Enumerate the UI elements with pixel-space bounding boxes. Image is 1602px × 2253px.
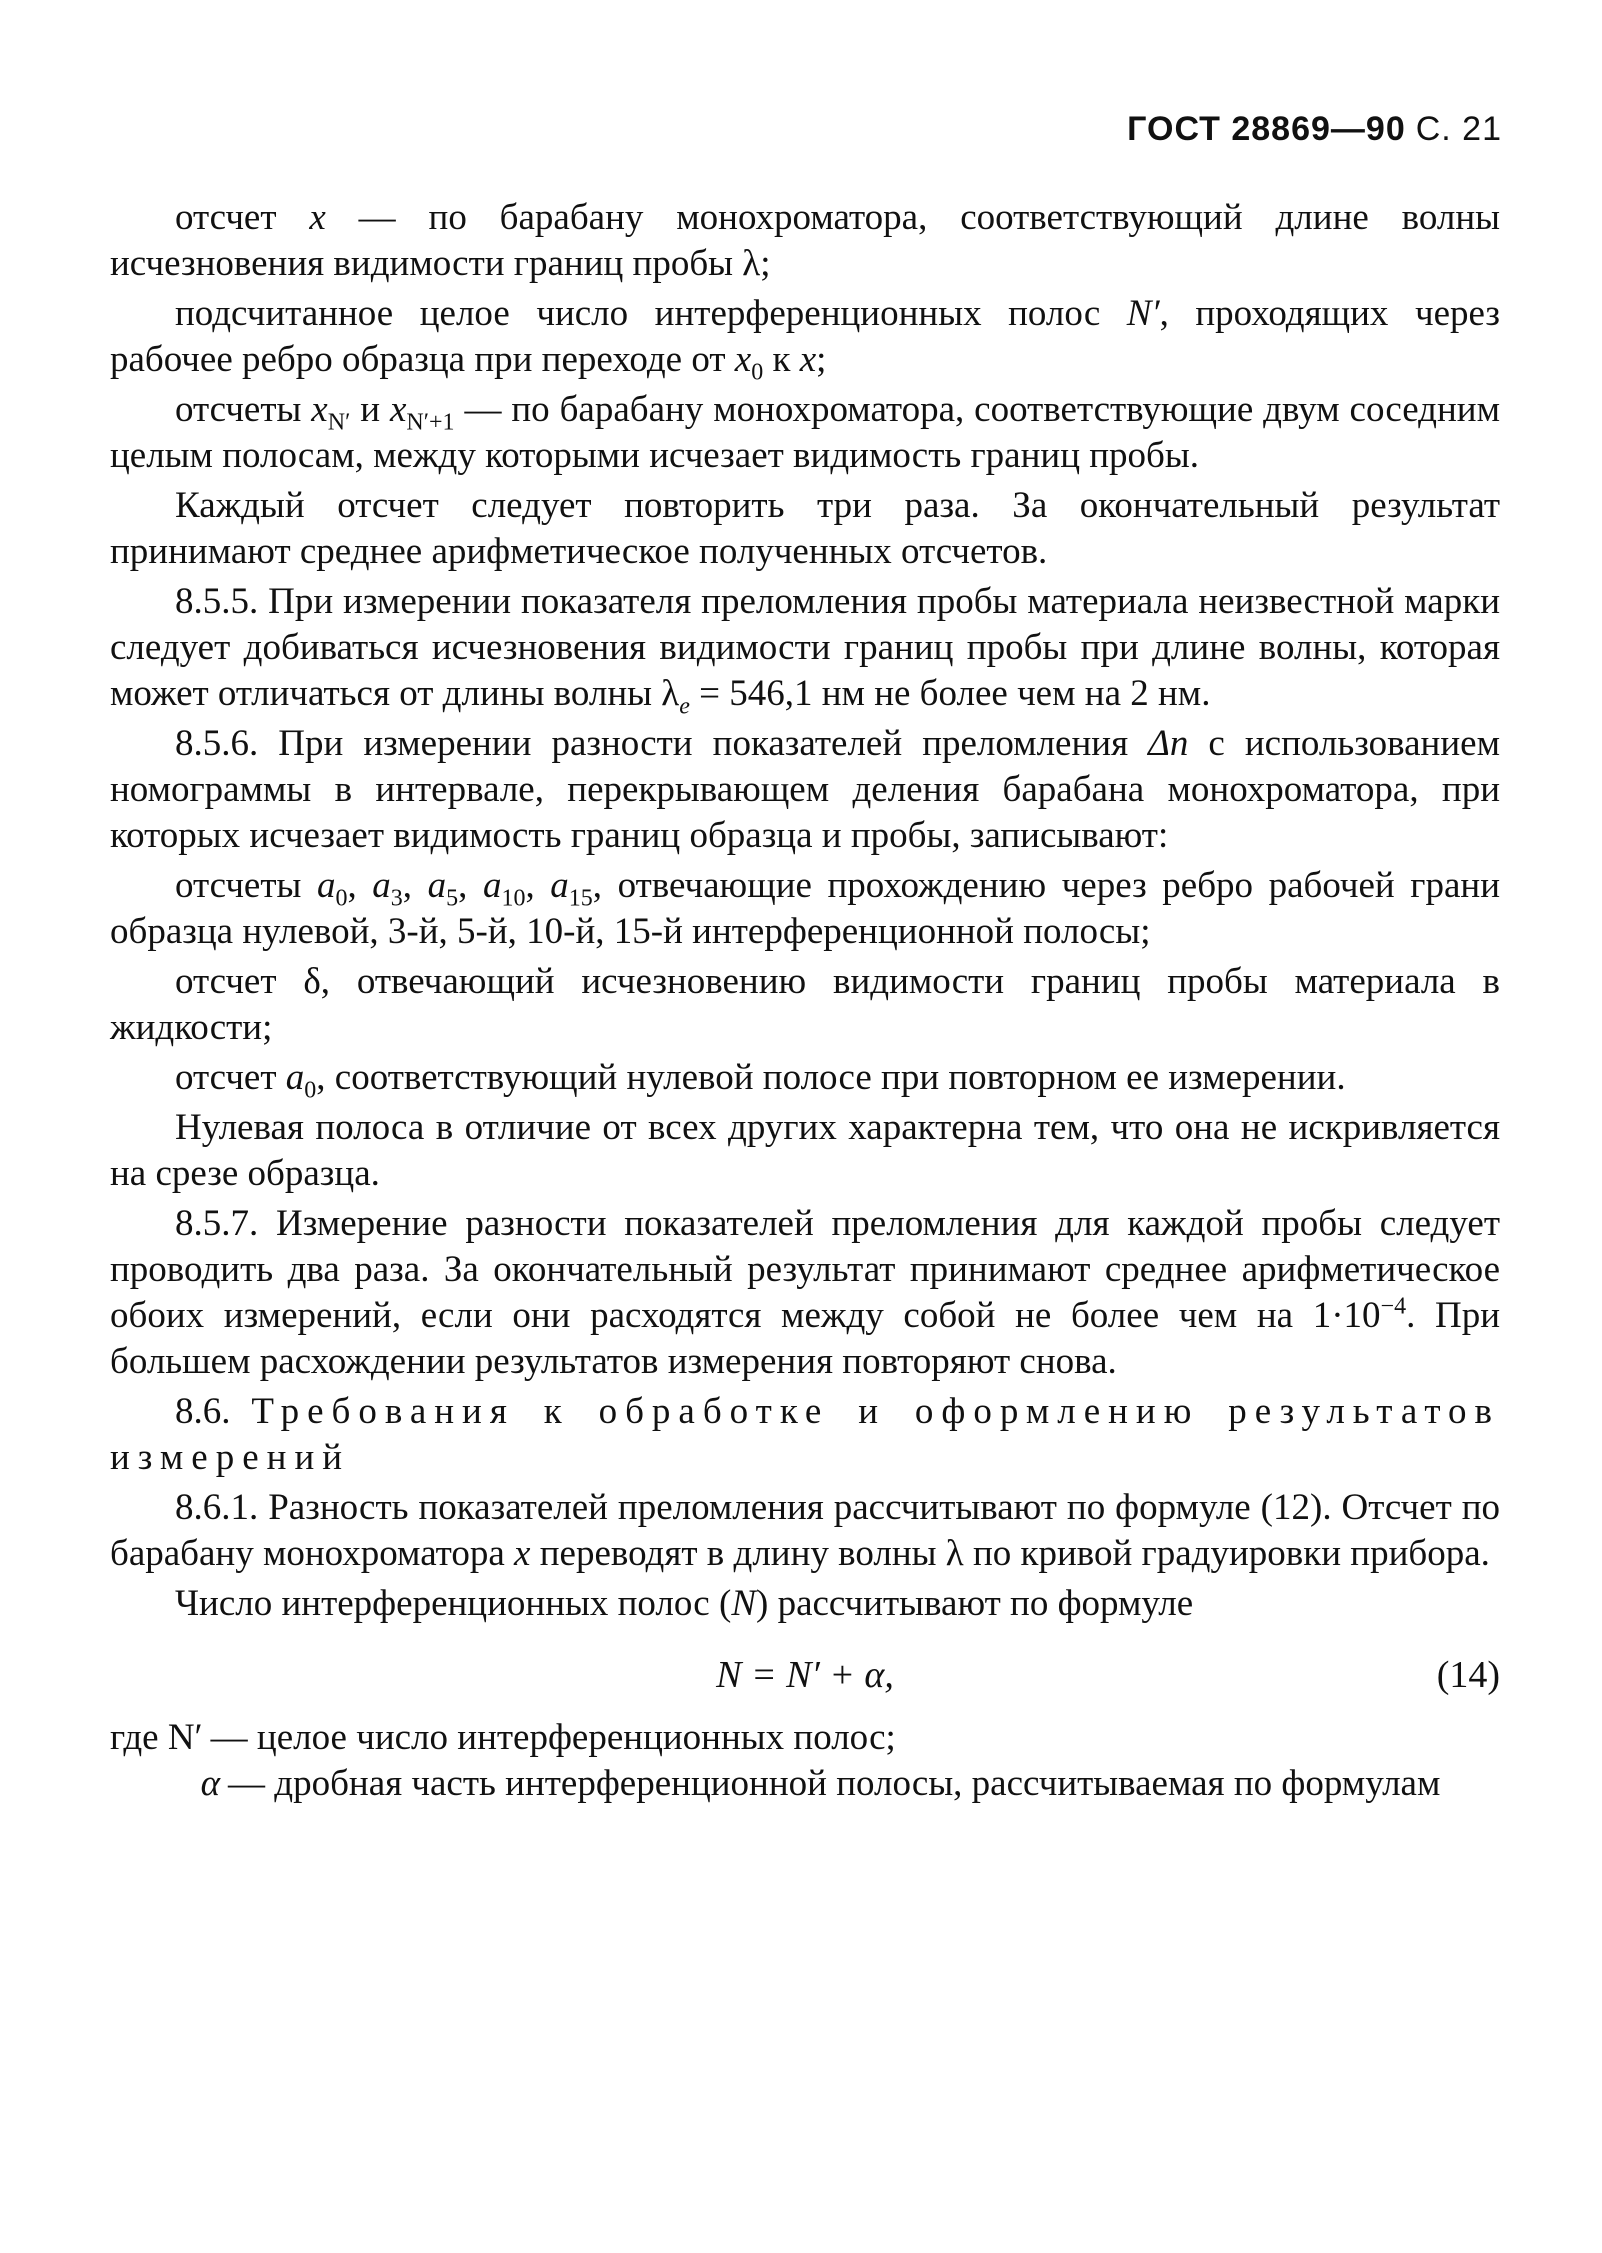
text: , проходящих через рабочее ребро образца при переходе от [110,293,1500,380]
text: отсчет [175,197,310,238]
clause-8-5-6 [110,721,1500,863]
page-number: С. 21 [1415,110,1502,148]
text: и [350,389,390,430]
variable: N [731,1583,756,1624]
where-item [110,1715,1500,1761]
variable: N′ [1126,293,1160,334]
text: = 546,1 нм не более чем на 2 нм. [689,673,1211,714]
subscript: N′ [327,409,351,436]
formula-expression: N = N′ + α, [716,1654,894,1696]
variable: a [285,1057,305,1098]
where-list [110,1715,1500,1807]
where-text: — целое число интерференционных полос; [210,1717,896,1758]
paragraph-repeat-three: Каждый отсчет следует повторить три раза. За окончательный результат принимают среднее арифметическое полученных отсчетов. [110,485,1500,572]
variable: x [799,339,817,380]
where-text: — дробная часть интерференционной полосы, рассчитываемая по формулам [228,1763,1441,1804]
variable: x [389,389,407,430]
formula-number: (14) [1436,1654,1500,1696]
text: 8.5.5. При измерении показателя преломления пробы материала неизвестной марки следует добиваться исчезновения видимости границ пробы при длине волны, которая может отличаться от длины волны λ [110,581,1500,714]
paragraph-fringe-count [110,291,1500,387]
clause-8-5-7 [110,1201,1500,1389]
text: — по барабану монохроматора, соответствующий длине волны исчезновения видимости границ пробы λ; [110,197,1501,284]
paragraph-reading-delta: отсчет δ, отвечающий исчезновению видимости границ пробы материала в жидкости; [110,961,1500,1048]
standard-number: ГОСТ 28869—90 [1127,110,1406,148]
text: к [763,339,800,380]
document-body [110,195,1500,1807]
text: Число интерференционных полос ( [175,1583,732,1624]
text: , отвечающие прохождению через ребро рабочей грани образца нулевой, 3-й, 5-й, 10-й, 15-й интерференционной полосы; [110,865,1500,952]
subscript: N′+1 [406,409,455,436]
subscript: 0 [304,1077,317,1104]
variable: x [309,197,326,238]
subscript: 5 [446,885,459,912]
text: отсчеты [175,865,317,906]
text: отсчеты [175,389,312,430]
variable: x [311,389,328,430]
formula-14 [110,1635,1500,1715]
paragraph-neighbor-readings [110,387,1500,483]
clause-8-5-5 [110,579,1500,721]
variable: a [427,865,447,906]
text: 8.6.1. Разность показателей преломления рассчитывают по формуле (12). Отсчет по барабану монохроматора [110,1487,1500,1574]
text: отсчет [175,1057,286,1098]
subscript: 15 [568,885,593,912]
text: , соответствующий нулевой полосе при повторном ее измерении. [316,1057,1346,1098]
subscript: 0 [335,885,348,912]
subscript: e [679,693,690,720]
variable: a [372,865,391,906]
clause-8-6-1 [110,1485,1500,1581]
section-8-6-heading [110,1389,1500,1485]
paragraph-fringe-number [110,1581,1500,1631]
text: ; [816,339,827,380]
variable: x [514,1533,531,1574]
variable: Δn [1148,723,1189,764]
subscript: 0 [751,359,764,386]
where-item [110,1761,1500,1807]
text: подсчитанное целое число интерференционных полос [175,293,1127,334]
text: переводят в длину волны λ по кривой градуировки прибора. [530,1533,1490,1574]
text: с использованием номограммы в интервале, перекрывающем деления барабана монохроматора, при которых исчезает видимость границ образца и пробы, записывают: [110,723,1500,856]
paragraph-reading-x [110,195,1500,291]
text: . При большем расхождении результатов измерения повторяют снова. [110,1295,1500,1382]
section-title: Требования к обработке и оформлению результатов измерений [110,1391,1501,1478]
where-label: где N′ [110,1717,203,1758]
variable: x [734,339,752,380]
paragraph-zero-fringe: Нулевая полоса в отличие от всех других характерна тем, что она не искривляется на срезе образца. [110,1107,1500,1194]
text: — по барабану монохроматора, соответствующие двум соседним целым полосам, между которыми исчезает видимость границ пробы. [110,389,1501,476]
text: ) рассчитывают по формуле [756,1583,1194,1624]
superscript: −4 [1380,1293,1407,1320]
text: 8.5.7. Измерение разности показателей преломления для каждой пробы следует проводить два раза. За окончательный результат принимают среднее арифметическое обоих измерений, если они расходятся между собой не более чем на 1·10 [110,1203,1500,1336]
where-label: α [200,1763,220,1804]
page-header [1127,110,1502,149]
variable: a [482,865,502,906]
variable: a [316,865,336,906]
paragraph-readings-a: отсчеты $a_0$, $a_3$, $a_5$, $a_{10}$, $a_{15}$, отвечающие прохождению через ребро рабочей грани образца нулевой, 3-й, 5-й, 10-й, 15-й интерференционной полосы; [110,865,1500,952]
variable: a [550,865,569,906]
subscript: 3 [390,885,403,912]
paragraph-reading-a0 [110,1055,1500,1105]
subscript: 10 [501,885,526,912]
text: 8.5.6. При измерении разности показателей преломления [175,723,1149,764]
section-number: 8.6. [175,1391,231,1432]
